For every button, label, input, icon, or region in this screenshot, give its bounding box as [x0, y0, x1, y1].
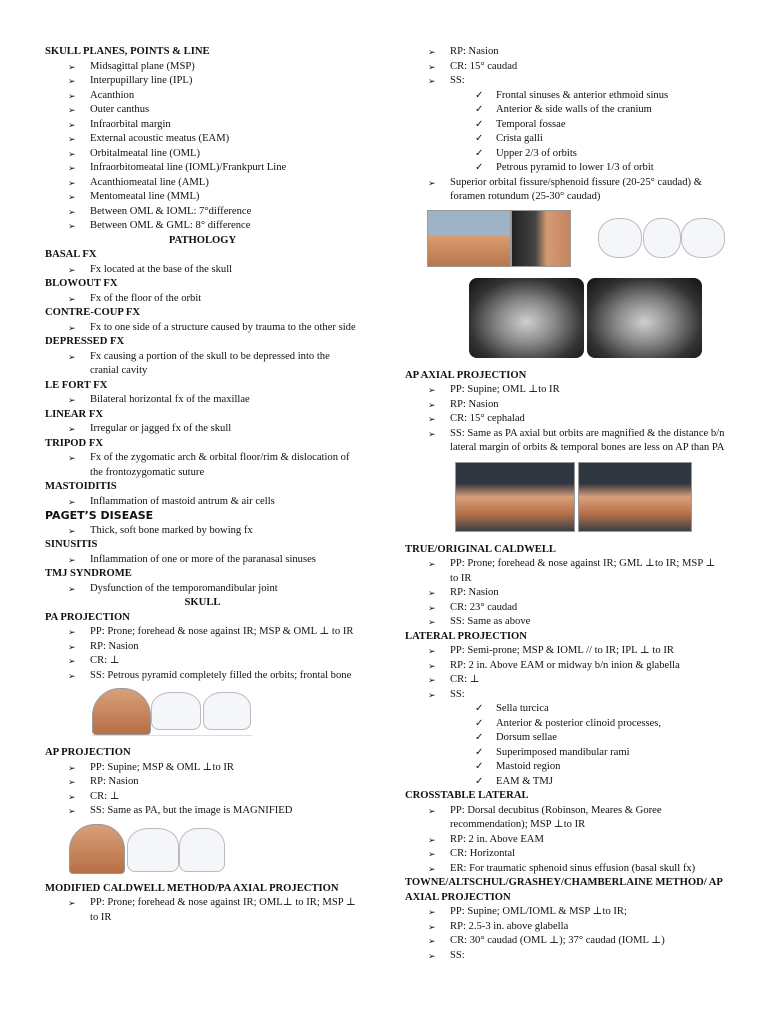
list-item: ➢ CR: ⊥ — [45, 654, 360, 669]
list-item: ➢ Acanthion — [45, 89, 360, 104]
patient-photo — [455, 462, 575, 532]
list-item: ➢ CR: Horizontal — [405, 847, 725, 862]
check-item: ✓ EAM & TMJ — [405, 775, 725, 790]
list-item: ➢ PP: Supine; MSP & OML ⊥to IR — [45, 761, 360, 776]
patient-photo — [511, 210, 571, 267]
list-item: ➢ PP: Supine; OML/IOML & MSP ⊥to IR; — [405, 905, 725, 920]
list-item: ➢ RP: 2 in. Above EAM or midway b/n inion & glabella — [405, 659, 725, 674]
check-item: ✓ Temporal fossae — [405, 118, 725, 133]
list-item: ➢ CR: ⊥ — [405, 673, 725, 688]
check-item: ✓ Upper 2/3 of orbits — [405, 147, 725, 162]
list-item: ➢ CR: 15° caudad — [405, 60, 725, 75]
heading-depressed-fx: DEPRESSED FX — [45, 336, 125, 347]
right-column — [405, 45, 725, 963]
patient-photo — [427, 210, 511, 267]
pa-projection-figure — [45, 686, 360, 742]
list-item: ➢ Interpupillary line (IPL) — [45, 74, 360, 89]
heading-basal-fx: BASAL FX — [45, 249, 97, 260]
figure-caption — [92, 735, 252, 736]
list-item: ➢ Bilateral horizontal fx of the maxillae — [45, 393, 360, 408]
heading-contrecoup-fx: CONTRE-COUP FX — [45, 307, 141, 318]
heading-linear-fx: LINEAR FX — [45, 408, 103, 420]
list-item: ➢ Fx located at the base of the skull — [45, 263, 360, 278]
patient-photo — [69, 824, 125, 874]
list-item: ➢ Midsagittal plane (MSP) — [45, 60, 360, 75]
list-item: ➢ RP: 2 in. Above EAM — [405, 833, 725, 848]
heading-lefort-fx: LE FORT FX — [45, 379, 108, 391]
list-item: ➢ Between OML & GML: 8° difference — [45, 219, 360, 234]
heading-towne-method: TOWNE/ALTSCHUL/GRASHEY/CHAMBERLAINE METHOD/ AP AXIAL PROJECTION — [405, 877, 723, 903]
list-item: ➢ PP: Semi-prone; MSP & IOML // to IR; IPL ⊥ to IR — [405, 644, 725, 659]
heading-blowout-fx: BLOWOUT FX — [45, 278, 118, 289]
list-item: ➢ Irregular or jagged fx of the skull — [45, 422, 360, 437]
list-item: ➢ RP: Nasion — [45, 640, 360, 655]
list-item: ➢ Inflammation of mastoid antrum & air cells — [45, 495, 360, 510]
heading-ap-projection: AP PROJECTION — [45, 747, 131, 758]
list-item: ➢ SS: Same as above — [405, 615, 725, 630]
patient-photo — [92, 688, 151, 735]
heading-pagets-disease: PAGET’S DISEASE — [45, 509, 154, 522]
list-item: ➢ Inflammation of one or more of the paranasal sinuses — [45, 553, 360, 568]
list-item: ➢ Fx of the floor of the orbit — [45, 292, 360, 307]
skull-diagram — [643, 218, 681, 258]
list-item: ➢ PP: Prone; forehead & nose against IR; OML⊥ to IR; MSP ⊥ to IR — [45, 896, 360, 925]
check-item: ✓ Anterior & posterior clinoid processes, — [405, 717, 725, 732]
list-item: ➢ Acanthiomeatal line (AML) — [45, 176, 360, 191]
heading-skull: SKULL — [184, 597, 221, 608]
skull-diagram — [203, 692, 251, 730]
list-item: ➢ CR: 23° caudad — [405, 601, 725, 616]
patient-photo — [578, 462, 692, 532]
heading-modified-caldwell: MODIFIED CALDWELL METHOD/PA AXIAL PROJECTION — [45, 882, 339, 894]
list-item: ➢ SS: Petrous pyramid completely filled the orbits; frontal bone — [45, 669, 360, 684]
list-item: ➢ CR: 15° cephalad — [405, 412, 725, 427]
list-item: ➢ Thick, soft bone marked by bowing fx — [45, 524, 360, 539]
heading-pathology: PATHOLOGY — [168, 234, 237, 246]
heading-mastoiditis: MASTOIDITIS — [45, 481, 117, 492]
check-item: ✓ Petrous pyramid to lower 1/3 of orbit — [405, 161, 725, 176]
list-item: ➢ ER: For traumatic sphenoid sinus effusion (basal skull fx) — [405, 862, 725, 877]
list-item: ➢ Between OML & IOML: 7°difference — [45, 205, 360, 220]
skull-diagram — [127, 828, 179, 872]
list-item: ➢ Infraorbitomeatal line (IOML)/Frankpurt Line — [45, 161, 360, 176]
skull-diagram — [179, 828, 225, 872]
check-item: ✓ Anterior & side walls of the cranium — [405, 103, 725, 118]
list-item: ➢ Superior orbital fissure/sphenoid fissure (20-25° caudad) & foramen rotundum (25-30° caudad) — [405, 176, 725, 205]
list-item: ➢ Fx to one side of a structure caused by trauma to the other side — [45, 321, 360, 336]
list-item: ➢ RP: Nasion — [405, 45, 725, 60]
list-item: ➢ PP: Supine; OML ⊥to IR — [405, 383, 725, 398]
skull-diagram — [681, 218, 725, 258]
list-item: ➢ Fx of the zygomatic arch & orbital floor/rim & dislocation of the frontozygomatic suture — [45, 451, 360, 480]
heading-ap-axial: AP AXIAL PROJECTION — [405, 369, 527, 381]
skull-xray — [587, 278, 702, 358]
list-item: ➢ Mentomeatal line (MML) — [45, 190, 360, 205]
check-item: ✓ Mastoid region — [405, 760, 725, 775]
list-item: ➢ SS: Same as PA axial but orbits are magnified & the distance b/n lateral margin of orbits & temporal bones are less on AP than PA — [405, 427, 725, 456]
heading-sinusitis: SINUSITIS — [45, 539, 98, 550]
list-item: ➢ RP: Nasion — [405, 398, 725, 413]
heading-tmj-syndrome: TMJ SYNDROME — [45, 568, 132, 579]
list-item: ➢ RP: Nasion — [45, 775, 360, 790]
check-item: ✓ Crista galli — [405, 132, 725, 147]
list-item: ➢ External acoustic meatus (EAM) — [45, 132, 360, 147]
list-item: ➢ Fx causing a portion of the skull to be depressed into the cranial cavity — [45, 350, 360, 379]
ap-axial-figure — [405, 459, 725, 539]
skull-xray — [469, 278, 584, 358]
list-item: ➢ Outer canthus — [45, 103, 360, 118]
heading-true-caldwell: TRUE/ORIGINAL CALDWELL — [405, 543, 556, 555]
list-item: ➢ PP: Prone; forehead & nose against IR; MSP & OML ⊥ to IR — [45, 625, 360, 640]
list-item: ➢ RP: Nasion — [405, 586, 725, 601]
list-item: ➢ RP: 2.5-3 in. above glabella — [405, 920, 725, 935]
planes-list — [45, 60, 360, 234]
skull-diagram — [151, 692, 201, 730]
check-item: ✓ Frontal sinuses & anterior ethmoid sinus — [405, 89, 725, 104]
list-item: ➢ Infraorbital margin — [45, 118, 360, 133]
heading-pa-projection: PA PROJECTION — [45, 611, 130, 623]
heading-skull-planes: SKULL PLANES, POINTS & LINE — [45, 46, 210, 57]
check-item: ✓ Sella turcica — [405, 702, 725, 717]
list-item: ➢ PP: Prone; forehead & nose against IR; GML ⊥to IR; MSP ⊥ to IR — [405, 557, 725, 586]
check-item: ✓ Dorsum sellae — [405, 731, 725, 746]
ap-projection-figure — [45, 822, 360, 878]
list-item: ➢ CR: 30° caudad (OML ⊥); 37° caudad (IOML ⊥) — [405, 934, 725, 949]
heading-lateral-projection: LATERAL PROJECTION — [405, 630, 527, 642]
left-column — [45, 45, 360, 925]
list-item: ➢ SS: Same as PA, but the image is MAGNIFIED — [45, 804, 360, 819]
list-item: ➢ Dysfunction of the temporomandibular joint — [45, 582, 360, 597]
heading-tripod-fx: TRIPOD FX — [45, 437, 103, 449]
check-item: ✓ Superimposed mandibular rami — [405, 746, 725, 761]
modified-caldwell-figure — [405, 208, 725, 365]
list-item: ➢ Orbitalmeatal line (OML) — [45, 147, 360, 162]
list-item: ➢ CR: ⊥ — [45, 790, 360, 805]
list-item: ➢ SS: — [405, 74, 725, 89]
heading-crosstable-lateral: CROSSTABLE LATERAL — [405, 790, 529, 801]
list-item: ➢ PP: Dorsal decubitus (Robinson, Meares & Goree recommendation); MSP ⊥to IR — [405, 804, 725, 833]
list-item: ➢ SS: — [405, 949, 725, 964]
list-item: ➢ SS: — [405, 688, 725, 703]
skull-diagram — [598, 218, 642, 258]
